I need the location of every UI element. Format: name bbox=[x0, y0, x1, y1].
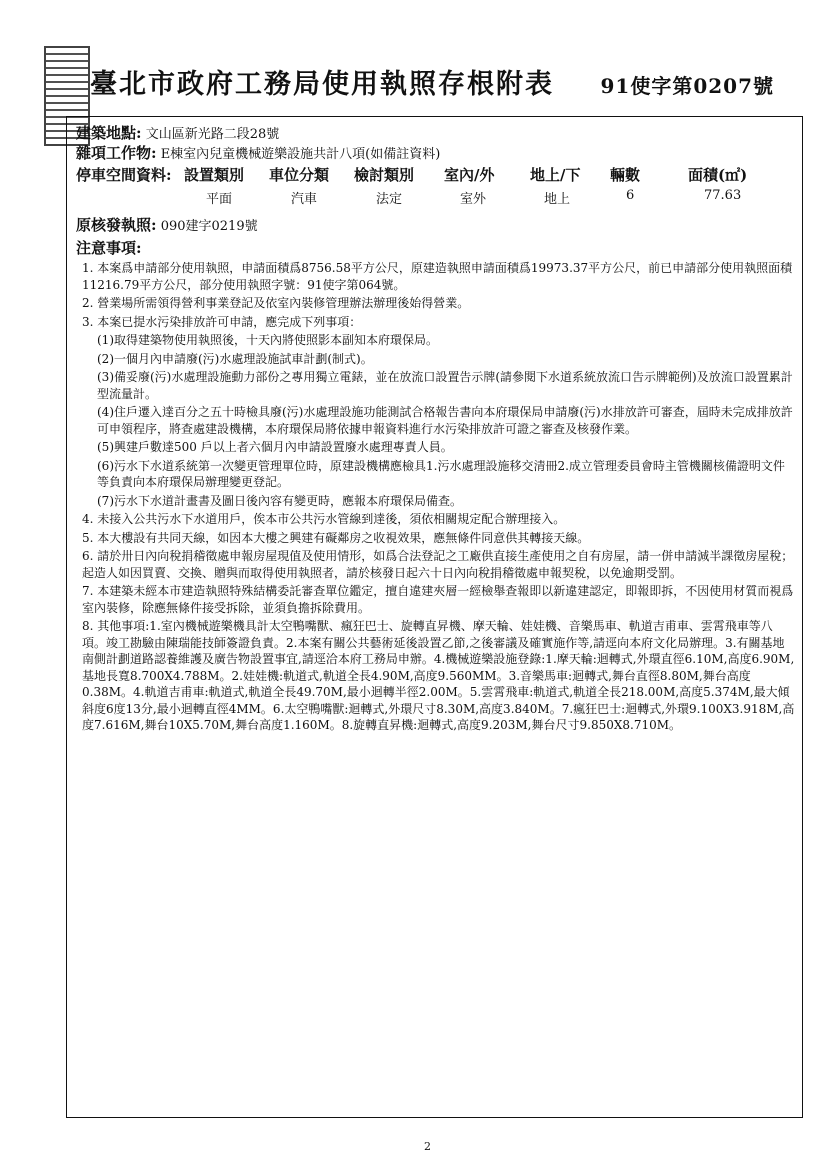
document-title: 臺北市政府工務局使用執照存根附表 bbox=[90, 69, 554, 100]
note-item: 6. 請於卅日內向稅捐稽徵處申報房屋現值及使用情形，如爲合法登記之工廠供直接生產使用之自有房屋，請一併申請減半課徵房屋稅；起造人如因買賣、交換、贈與而取得使用執照者，請於核發日起六十日內向稅捐稽徵處申報契稅，以免逾期受罰。 bbox=[82, 549, 794, 580]
misc-row bbox=[76, 142, 440, 163]
parking-value-3: 法定 bbox=[376, 192, 403, 207]
misc-label: 雜項工作物: bbox=[76, 144, 157, 162]
parking-value-7: 77.63 bbox=[704, 188, 742, 203]
note-item: 8. 其他事項:1.室內機械遊樂機具計太空鴨嘴獸、瘋狂巴士、旋轉直昇機、摩天輪、娃娃機、音樂馬車、軌道吉甫車、雲霄飛車等八項。竣工勘驗由陳瑞能技師簽證負責。2.本案有關公共藝術延後設置乙節,之後審議及確實施作等,請逕向本府文化局辦理。3.有關基地南側計劃道路認養維護及廣告物設置事宜,請逕洽本府工務局申辦。4.機械遊樂設施登錄:1.摩天輪:迴轉式,外環直徑6.10M,高度6.90M,基地長寬8.700X4.788M。2.娃娃機:軌道式,軌道全長4.90M,高度9.560MM。3.音樂馬車:迴轉式,舞台直徑8.80M,舞台高度0.38M。4.軌道吉甫車:軌道式,軌道全長49.70M,最小迴轉半徑2.00M。5.雲霄飛車:軌道式,軌道全長218.00M,高度5.374M,最大傾斜度6度13分,最小迴轉直徑4MM。6.太空鴨嘴獸:迴轉式,外環尺寸8.30M,高度3.840M。7.瘋狂巴士:迴轉式,外環9.100X3.918M,高度7.616M,舞台10X5.70M,舞台高度1.160M。8.旋轉直昇機:迴轉式,高度9.203M,舞台尺寸9.850X8.710M。 bbox=[82, 619, 795, 732]
parking-header-4: 室內/外 bbox=[444, 166, 495, 184]
original-permit-row bbox=[76, 214, 258, 235]
parking-value-6: 6 bbox=[626, 188, 635, 203]
note-subitem: (6)污水下水道系統第一次變更管理單位時，原建設機構應檢具1.污水處理設施移交清冊2.成立管理委員會時主管機關核備證明文件等負責向本府環保局辦理變更登記。 bbox=[97, 458, 785, 489]
note-subitem: (1)取得建築物使用執照後，十天內將使照影本副知本府環保局。 bbox=[97, 333, 439, 347]
parking-header-3: 檢討類別 bbox=[354, 166, 415, 184]
site-label: 建築地點: bbox=[76, 124, 142, 142]
note-subitem: (7)污水下水道計畫書及圖日後內容有變更時，應報本府環保局備查。 bbox=[97, 493, 463, 508]
note-item: 2. 營業場所需領得營利事業登記及依室內裝修管理辦法辦理後始得營業。 bbox=[82, 296, 470, 310]
notes-list bbox=[82, 260, 795, 736]
parking-value-4: 室外 bbox=[460, 192, 487, 207]
page-number: 2 bbox=[424, 1140, 431, 1153]
misc-value: E棟室內兒童機械遊樂設施共計八項(如備註資料) bbox=[160, 147, 441, 162]
note-subitem: (3)備妥廢(污)水處理設施動力部份之專用獨立電錶，並在放流口設置告示牌(請參閱下水道系統放流口告示牌範例)及放流口設置累計型流量計。 bbox=[97, 370, 793, 401]
parking-header-2: 車位分類 bbox=[269, 166, 330, 184]
parking-label: 停車空間資料: bbox=[76, 166, 172, 184]
original-permit-label: 原核發執照: bbox=[76, 216, 157, 234]
note-item: 1. 本案爲申請部分使用執照，申請面積爲8756.58平方公尺，原建造執照申請面積爲19973.37平方公尺，前已申請部分使用執照面積11216.79平方公尺，部分使用執照字號：91使字第064號。 bbox=[82, 261, 793, 292]
site-row bbox=[76, 122, 279, 143]
note-item: 3. 本案已提水污染排放許可申請，應完成下列事項： bbox=[82, 314, 362, 329]
parking-header-5: 地上/下 bbox=[530, 166, 581, 184]
permit-number: 91使字第0207號 bbox=[600, 74, 774, 98]
notes-label: 注意事項: bbox=[76, 239, 142, 257]
parking-value-5: 地上 bbox=[544, 192, 571, 207]
parking-header-6: 輛數 bbox=[610, 166, 641, 184]
note-subitem: (2)一個月內申請廢(污)水處理設施試車計劃(制式)。 bbox=[97, 351, 373, 366]
note-item: 5. 本大樓設有共同天線，如因本大樓之興建有礙鄰房之收視效果，應無條件同意供其轉接天線。 bbox=[82, 530, 590, 545]
notes-heading bbox=[76, 237, 142, 258]
original-permit-value: 090建字0219號 bbox=[160, 219, 258, 234]
note-item: 4. 未接入公共污水下水道用戶，俟本市公共污水管線到達後，須依相關規定配合辦理接入。 bbox=[82, 512, 566, 526]
note-subitem: (4)住戶遷入達百分之五十時檢具廢(污)水處理設施功能測試合格報告書向本府環保局申請廢(污)水排放許可審查，屆時未完成排放許可申領程序，將查處建設機構，本府環保局將依據申報資料進行水污染排放許可證之審查及核發作業。 bbox=[97, 405, 793, 436]
parking-row bbox=[76, 164, 796, 207]
note-item: 7. 本建築未經本市建造執照特殊結構委託審查單位鑑定，擅自違建夾層一經檢舉查報即以新違建認定，即報即拆，不因使用材質而視爲室內裝修，除應無條件接受拆除，並須負擔拆除費用。 bbox=[82, 584, 794, 615]
parking-header-7: 面積(㎡) bbox=[688, 166, 748, 184]
parking-value-1: 平面 bbox=[206, 192, 233, 207]
parking-value-2: 汽車 bbox=[291, 192, 318, 207]
note-subitem: (5)興建戶數達500 戶以上者六個月內申請設置廢水處理專責人員。 bbox=[97, 440, 453, 454]
parking-header-1: 設置類別 bbox=[184, 166, 245, 184]
site-value: 文山區新光路二段28號 bbox=[145, 127, 280, 142]
